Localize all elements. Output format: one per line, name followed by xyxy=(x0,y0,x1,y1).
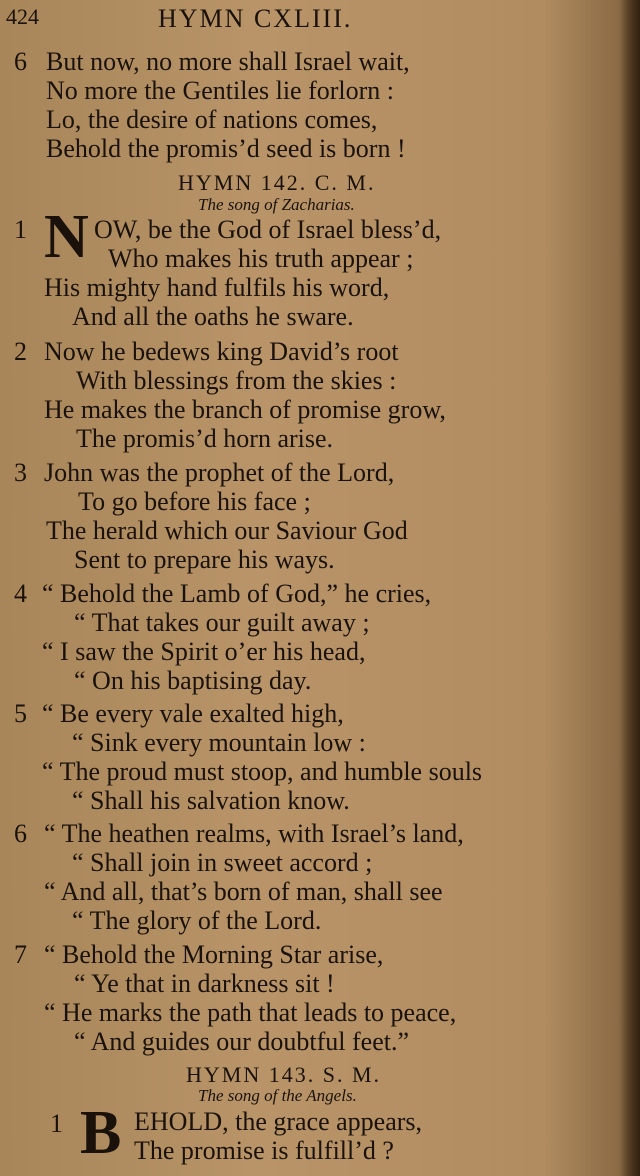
verse-line: “ Shall join in sweet accord ; xyxy=(72,848,373,877)
verse-line: No more the Gentiles lie forlorn : xyxy=(46,76,395,105)
verse-line: He makes the branch of promise grow, xyxy=(44,395,446,424)
verse-line: To go before his face ; xyxy=(78,487,311,516)
drop-cap: N xyxy=(44,203,89,271)
verse-line: The promise is fulfill’d ? xyxy=(134,1136,394,1165)
drop-cap: B xyxy=(80,1099,122,1167)
verse-line: And all the oaths he sware. xyxy=(72,302,354,331)
verse-line: “ Be every vale exalted high, xyxy=(42,699,344,728)
hymn-heading: HYMN 143. S. M. xyxy=(186,1062,382,1087)
verse-number: 2 xyxy=(14,337,27,366)
verse-number: 5 xyxy=(14,699,27,728)
verse-number: 1 xyxy=(50,1109,63,1138)
verse-line: “ Sink every mountain low : xyxy=(72,728,366,757)
verse-line: “ Behold the Morning Star arise, xyxy=(44,940,384,969)
verse-line: The herald which our Saviour God xyxy=(46,516,408,545)
verse-line: “ On his baptising day. xyxy=(74,666,312,695)
verse-line: But now, no more shall Israel wait, xyxy=(46,47,410,76)
verse-line: “ And guides our doubtful feet.” xyxy=(74,1027,410,1056)
verse-line: The promis’d horn arise. xyxy=(76,424,334,453)
verse-line: “ Behold the Lamb of God,” he cries, xyxy=(42,579,432,608)
verse-line: Sent to prepare his ways. xyxy=(74,545,335,574)
verse-line: “ Ye that in darkness sit ! xyxy=(74,969,335,998)
verse-number: 4 xyxy=(14,579,27,608)
verse-number: 6 xyxy=(14,819,27,848)
verse-line: “ The proud must stoop, and humble souls xyxy=(42,757,483,786)
verse-line: Now he bedews king David’s root xyxy=(44,337,399,366)
verse-number: 3 xyxy=(14,458,27,487)
verse-line: “ That takes our guilt away ; xyxy=(74,608,370,637)
verse-line: “ I saw the Spirit o’er his head, xyxy=(42,637,366,666)
verse-line: “ He marks the path that leads to peace, xyxy=(44,998,457,1027)
verse-line: “ The heathen realms, with Israel’s land, xyxy=(44,819,464,848)
verse-line: Lo, the desire of nations comes, xyxy=(46,105,378,134)
verse-line: EHOLD, the grace appears, xyxy=(134,1107,423,1136)
hymn-heading: HYMN 142. C. M. xyxy=(178,170,376,195)
verse-line: “ And all, that’s born of man, shall see xyxy=(44,877,443,906)
verse-line: “ The glory of the Lord. xyxy=(72,906,322,935)
hymn-subtitle: The song of the Angels. xyxy=(198,1086,357,1105)
verse-line: With blessings from the skies : xyxy=(76,366,397,395)
page-edge-shadow xyxy=(618,0,640,1176)
verse-line: OW, be the God of Israel bless’d, xyxy=(94,215,442,244)
verse-line: John was the prophet of the Lord, xyxy=(44,458,395,487)
verse-line: His mighty hand fulfils his word, xyxy=(44,273,390,302)
verse-line: Who makes his truth appear ; xyxy=(108,244,414,273)
verse-line: Behold the promis’d seed is born ! xyxy=(46,134,406,163)
verse-number: 6 xyxy=(14,47,27,76)
verse-number: 1 xyxy=(14,215,27,244)
verse-line: “ Shall his salvation know. xyxy=(72,786,350,815)
running-title: HYMN CXLIII. xyxy=(158,4,353,33)
hymn-subtitle: The song of Zacharias. xyxy=(198,195,355,214)
page-number: 424 xyxy=(6,4,39,29)
verse-number: 7 xyxy=(14,940,27,969)
